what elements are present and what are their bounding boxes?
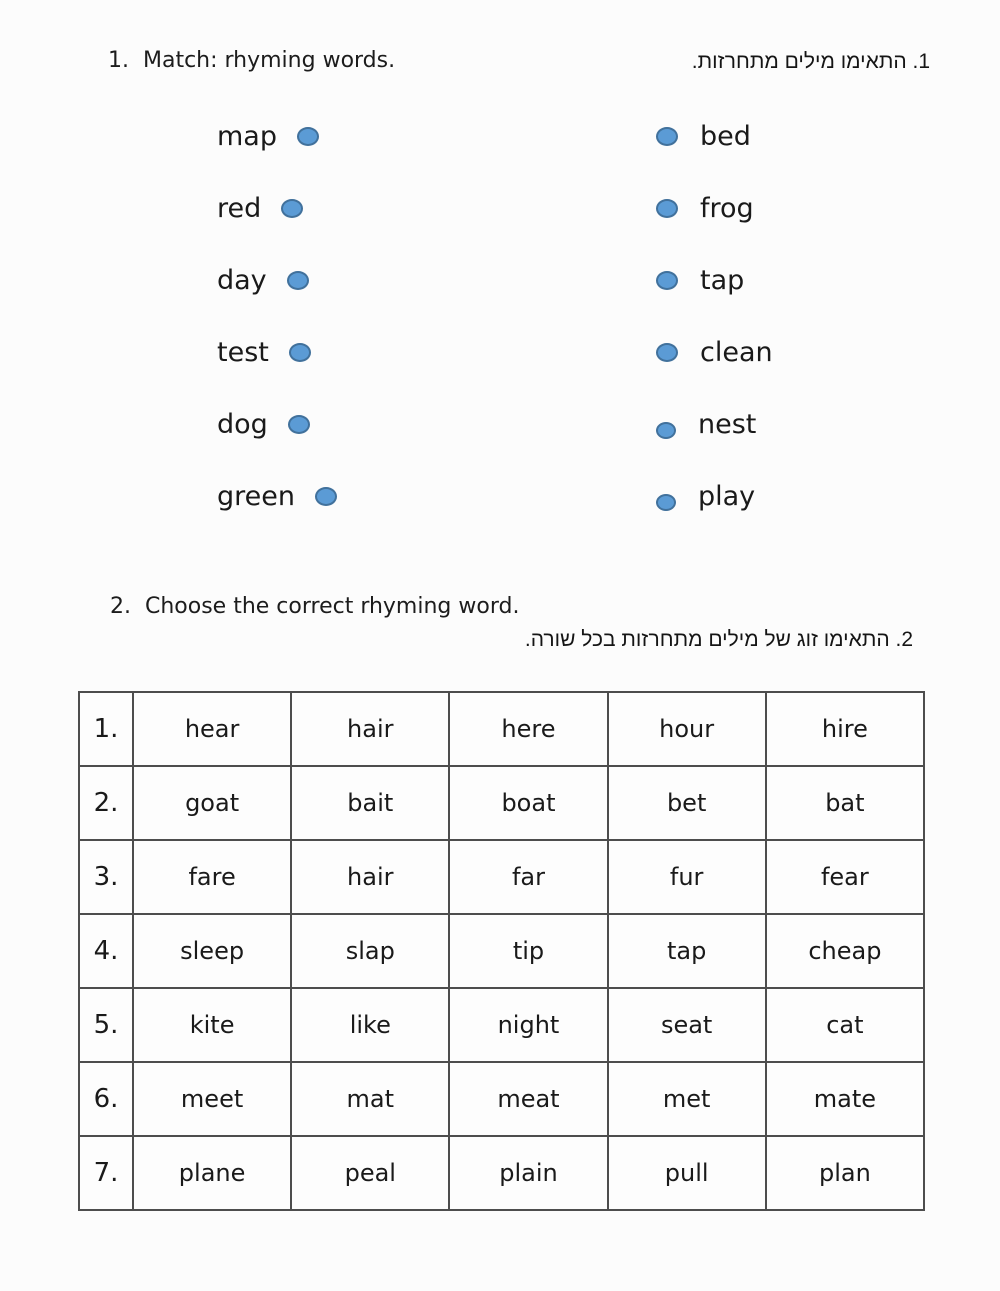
answer-cell[interactable]: seat xyxy=(608,988,766,1062)
answer-cell[interactable]: tip xyxy=(449,914,607,988)
match-dot-icon[interactable] xyxy=(288,415,310,434)
match-right-item xyxy=(656,244,773,316)
match-dot-icon[interactable] xyxy=(656,422,676,439)
answer-cell[interactable]: bait xyxy=(291,766,449,840)
match-word: test xyxy=(217,336,269,368)
answer-cell[interactable]: pull xyxy=(608,1136,766,1210)
answer-cell[interactable]: goat xyxy=(133,766,291,840)
answer-cell[interactable]: hair xyxy=(291,840,449,914)
match-left-item xyxy=(217,388,337,460)
match-word: nest xyxy=(698,408,757,440)
match-dot-icon[interactable] xyxy=(287,271,309,290)
row-number: 5. xyxy=(79,988,133,1062)
match-dot-icon[interactable] xyxy=(289,343,311,362)
answer-cell[interactable]: fur xyxy=(608,840,766,914)
match-left-item xyxy=(217,460,337,532)
table-row xyxy=(79,988,924,1062)
row-number: 3. xyxy=(79,840,133,914)
answer-cell[interactable]: kite xyxy=(133,988,291,1062)
match-left-item xyxy=(217,244,337,316)
answer-cell[interactable]: meat xyxy=(449,1062,607,1136)
answer-cell[interactable]: like xyxy=(291,988,449,1062)
match-word: play xyxy=(698,480,756,512)
match-dot-icon[interactable] xyxy=(656,271,678,290)
answer-cell[interactable]: sleep xyxy=(133,914,291,988)
table-row xyxy=(79,840,924,914)
match-dot-icon[interactable] xyxy=(656,199,678,218)
row-number: 2. xyxy=(79,766,133,840)
match-right-column xyxy=(656,100,773,532)
answer-cell[interactable]: hear xyxy=(133,692,291,766)
match-word: tap xyxy=(700,264,745,296)
answer-cell[interactable]: slap xyxy=(291,914,449,988)
table-row xyxy=(79,766,924,840)
answer-cell[interactable]: bet xyxy=(608,766,766,840)
match-dot-icon[interactable] xyxy=(656,494,676,511)
answer-cell[interactable]: boat xyxy=(449,766,607,840)
answer-cell[interactable]: peal xyxy=(291,1136,449,1210)
answer-cell[interactable]: tap xyxy=(608,914,766,988)
match-dot-icon[interactable] xyxy=(656,343,678,362)
answer-cell[interactable]: fare xyxy=(133,840,291,914)
match-dot-icon[interactable] xyxy=(315,487,337,506)
match-word: green xyxy=(217,480,295,512)
match-right-item xyxy=(656,460,773,532)
answer-cell[interactable]: cheap xyxy=(766,914,924,988)
match-dot-icon[interactable] xyxy=(281,199,303,218)
answer-cell[interactable]: hire xyxy=(766,692,924,766)
answer-cell[interactable]: hair xyxy=(291,692,449,766)
section1-title: 1. Match: rhyming words. xyxy=(108,48,396,73)
match-word: bed xyxy=(700,120,751,152)
section2-title: 2. Choose the correct rhyming word. xyxy=(110,594,520,619)
answer-cell[interactable]: fear xyxy=(766,840,924,914)
match-right-item xyxy=(656,172,773,244)
match-word: frog xyxy=(700,192,754,224)
match-left-column xyxy=(217,100,337,532)
match-right-item xyxy=(656,100,773,172)
answer-cell[interactable]: hour xyxy=(608,692,766,766)
match-dot-icon[interactable] xyxy=(656,127,678,146)
table-row xyxy=(79,914,924,988)
answer-cell[interactable]: far xyxy=(449,840,607,914)
answer-cell[interactable]: cat xyxy=(766,988,924,1062)
table-row xyxy=(79,692,924,766)
match-right-item xyxy=(656,316,773,388)
answer-cell[interactable]: met xyxy=(608,1062,766,1136)
match-word: dog xyxy=(217,408,268,440)
match-word: red xyxy=(217,192,262,224)
row-number: 6. xyxy=(79,1062,133,1136)
answer-cell[interactable]: mat xyxy=(291,1062,449,1136)
answer-cell[interactable]: bat xyxy=(766,766,924,840)
match-word: clean xyxy=(700,336,773,368)
match-dot-icon[interactable] xyxy=(297,127,319,146)
match-right-item xyxy=(656,388,773,460)
answer-cell[interactable]: mate xyxy=(766,1062,924,1136)
answer-cell[interactable]: night xyxy=(449,988,607,1062)
answer-cell[interactable]: here xyxy=(449,692,607,766)
row-number: 1. xyxy=(79,692,133,766)
section2-title-hebrew: 2. התאימו זוג של מילים מתחרזות בכל שורה. xyxy=(524,628,913,651)
answer-cell[interactable]: plain xyxy=(449,1136,607,1210)
section1-title-hebrew: 1. התאימו מילים מתחרזות. xyxy=(691,50,930,73)
answer-cell[interactable]: meet xyxy=(133,1062,291,1136)
match-word: map xyxy=(217,120,277,152)
table-row xyxy=(79,1062,924,1136)
answer-cell[interactable]: plan xyxy=(766,1136,924,1210)
table-row xyxy=(79,1136,924,1210)
row-number: 4. xyxy=(79,914,133,988)
answer-cell[interactable]: plane xyxy=(133,1136,291,1210)
row-number: 7. xyxy=(79,1136,133,1210)
match-left-item xyxy=(217,316,337,388)
match-left-item xyxy=(217,172,337,244)
rhyming-words-table xyxy=(78,691,925,1211)
match-left-item xyxy=(217,100,337,172)
match-word: day xyxy=(217,264,267,296)
